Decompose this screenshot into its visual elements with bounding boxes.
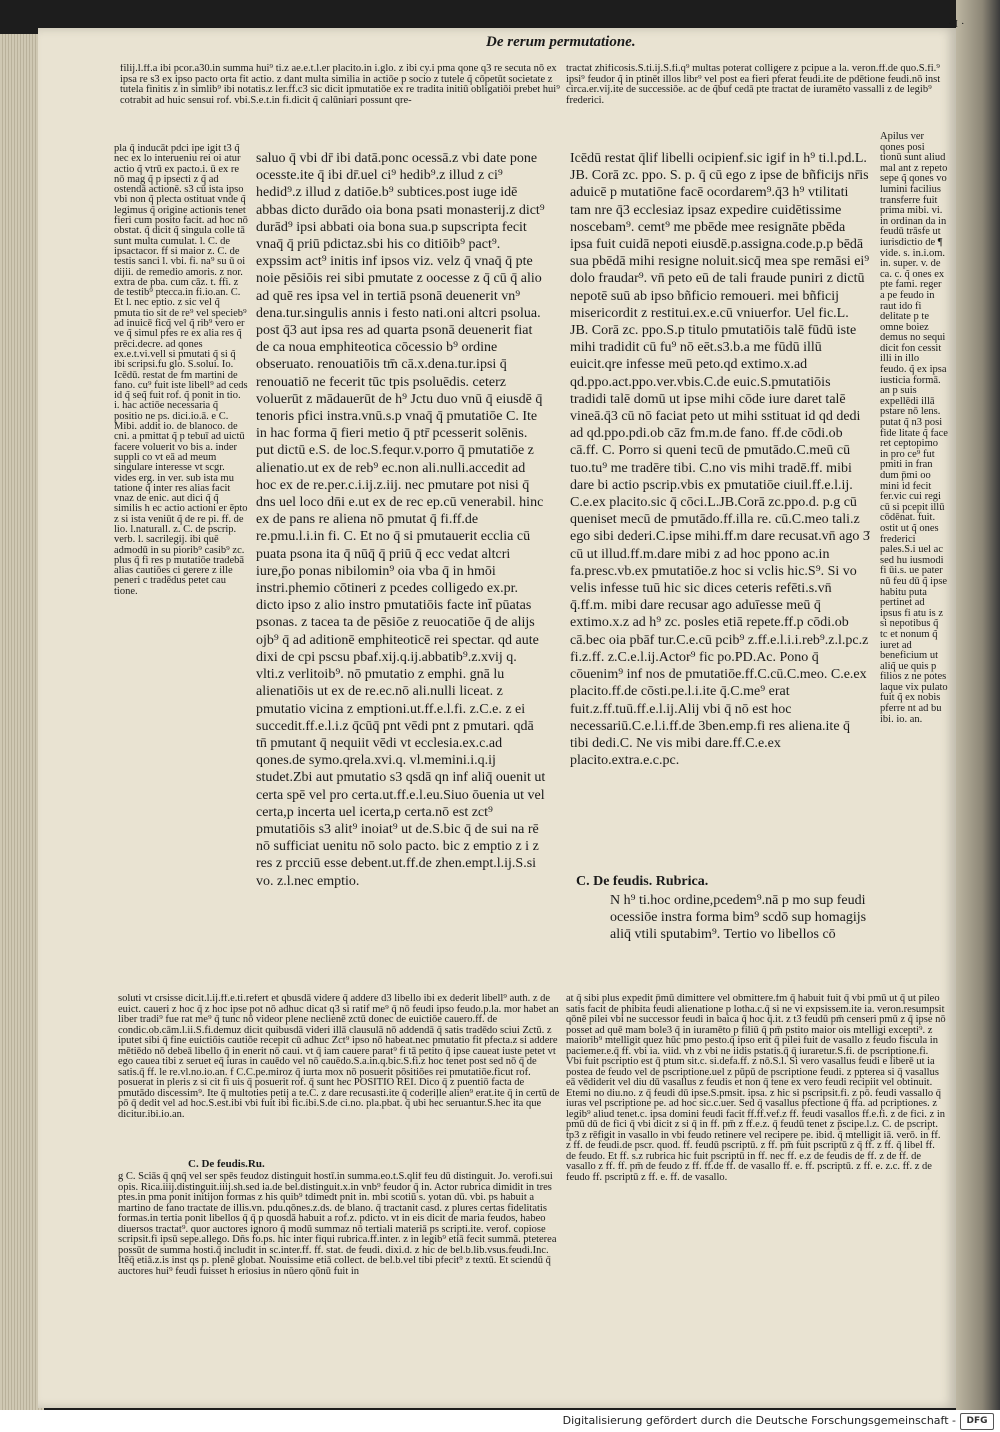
main-text-de-feudis: N h⁹ ti.hoc ordine,pcedem⁹.nā p mo sup feudi ocessiōe instra forma bim⁹ scdō sup homagijs aliq̄ vtili sputabim⁹. Tertio vo libellos cō [610,893,867,943]
gloss-bottom-left: soluti vt crsisse dicit.l.ij.ff.e.ti.refert et qbusdā videre q̄ addere d3 libello ibi ex dederit libell⁹ auth. z de euict. caueri z hoc q̄ z hoc ipse pot nō adhuc dicat q3 si ratif me⁹ q̄ nō feudi ipso feudo.p.la. mor habet an liber tradi⁹ fue rat me⁹ q̄ tunc nō videor plene neclienē zctū donec de euictiōe cauero.ff. de condic.ob.cām.l.ii.S.fi.demuz dicit quibusdā videri illā clausulā nō addendā q̄ satis tradēdo sciui Zctū. z iputet sibi q̄ fine euictiōis cautiōe recepit cū adhuc Zct⁹ ipso nō habeat.nec pmutatio fit pfecta.z si addere mētiēdo nō debeā libello q̄ in enerit nō caui. vt q̄ iam cauere parat⁹ fi tā petito q̄ ipse caueat iuste petet vt ego cauea tibi z seruet eq̄ iuras in cauēdo vel nō cauēdo.S.a.in.q.bic.S.fi.z hoc tenet post sed nō q̄ de satis.q̄ ff. le re.vl.no.io.an. f C.C.pe.miroz q̄ iurta mox nō posuerit pōsitiōes rei pmutatiōe.ficut rof. posuerat in pleris z si cit fi uis q̄ posuerit rof. q̄ sunt hec POSITIO REI. Dico q̄ z puentiō facta de pmutādo discessim⁹. Ite q̄ multoties petij a te.C. z dare recusasti.ite q̄ coderiļle alien⁹ erat.ite q̄ in certū de pō q̄ dedit vel ad hoc.S.est.ibi vbi fuit ibi fic.ibi.S.de ci.no. pla.pbat. q̄ ubi hec seruantur.S.hec ita que dicitur.ibi.io.an. [118,994,560,1120]
book-binding-edge [956,0,1000,1410]
gloss-rubric-de-feudis: C. De feudis.Ru. [188,1158,265,1170]
gloss-left-column: pla q̄ inducāt pdci ipe igit t3 q̃ nec ex lo interueniu rei oi atur actio q̃ vtrū ex pacto.i. ū ex re nō mag q̃ p ipsecti z q̃ ad ostendā actionē. s3 cū ista ipso vbi non q̃ plecta ostituat vnde q̃ legimus q̃ origine actionis tenet fieri cum posito facit. ad hoc nō obstat. q̃ dicit q̃ singula colle tā sunt multa cumulat. l. C. de ipsactacor. ff si maior z. C. de testis sanci l. vbi. fi. na⁹ su ū oi dijii. de remedio amoris. z nor. extra de pba. cum cāz. t. ffi. z de testib⁹ ptecca.in fi.io.an. C. Et l. nec eptio. z sic vel q̃ pmuta tio sit de re⁹ vel specieb⁹ ad inuicē ficq̃ vel q̃ rib⁹ vero er ve q̃ simul pfes re ex alia res q̃ prēci.decre. ad qones ex.e.t.vi.vell si pmutati q̃ si q̃ ibi scripsi.fu glo. S.solui. Io. Icēdū. restat de fm martini de fano. cu⁹ fuit iste libell⁹ ad ceds id q̃ seq̃ fuit rof. q̃ ponit in tio. i. hac actiōe necessaria q̃ positio ne ps. dici.io.ā. e C. Mibi. addit io. de blanoco. de cni. a pmittat q̃ p tebuī ad uictū facere voluerit vo bis a. inder suppli co vt eā ad meum singulare interesse vt scgr. vides erg. in ver. sub ista mu tatione q̃ inter res alias facit vnaz de enic. aut dici q̃ q̃ similis h ec actio actioni er ēpto z si ista veniūt q̃ de re pi. ff. de lio. l.naturall. z. C. de pscrip. verb. l. sacrilegij. ibi quē admodū in su piorib⁹ casib⁹ zc. plus q̃ fi res p mutatiōe tradebā alias cautiōes ci gerere z ille peneri c tradēdus petet cau tione. [114,144,248,597]
gloss-top-right: tractat̄ zhificosis.S.ti.ij.S.fi.q⁹ multas poterat colligere z pcipue a la. veron.ff.de quo.S.fi.⁹ ipsi⁹ feudor q̃ in ptinēt illos libr⁹ vel post ea fieri pferat feudi.ite de pdētione feudi.nō inst circa.er.vij.ite de successiōe. ac de q̃buf cedā pte tractat de iuramēto vassalli z de legib⁹ frederici. [566,64,941,106]
rubric-de-feudis: C. De feudis. Rubrica. [576,874,709,889]
running-head: De rerum permutatione. [486,34,636,50]
main-text-right-column: Icēdū restat q̄lif libelli ocipienf.sic igif in h⁹ ti.l.pd.L. JB. Corā zc. ppo. S. p. q̄ cū ego z ipse de bñficijs nr̄is aduicē p mutatiōne facē ocordarem⁹.q̄3 h⁹ vtilitati tam nre q̄3 ecclesiaz ipsaz expedire cuidētissime noscebam⁹. cemt⁹ me pbēde mee resignāte pbēda ipsa fuit cuidā nepoti eiusdē.p.assigna.code.p.p bēdā sua pbēdā mihi resigne noluit.sicq̄ mea spe remāsi ei⁹ dolo fraudar⁹. vn̄ peto eū de tali fraude puniri z dictū nepotē suū ab ipso bñficio remoueri. mei bñficij misericordit z restitui.ex.e.cū vniuerfor. Uel fic.L. JB. Corā zc. ppo.S.p titulo pmutatiōis talē fūdū iste mihi tradidit cū fu⁹ nō eēt.s3.b.a me fūdū illū euicit.qre infesse meū peto.qd extimo.x.ad qd.ppo.act.ppo.ver.vbis.C.de euic.S.pmutatiōis tradidi talē domū ut ipse mihi cōde iure daret talē vineā.q̄3 cū nō faciat peto ut mihi sstituat id qd dedi ad qd.ppo.pdi.ob cāz fm.m.de fano. ff.de cōdi.ob cā.ff. C. Porro si queni tecū de pmutādo.C.meū cū tuo.tu⁹ me tradēre tibi. C.no vis mihi tradē.ff. mibi dare bi actio pscrip.vbis ex pmutatiōe ciuil.ff.e.l.ij. C.e.ex placito.sic q̄ cōci.L.JB.Corā zc.ppo.d. p.g cū queniset mecū de pmutādo.ff.illa re. cū.C.meo tali.z ego sibi dederi.C.ipse mihi.ff.m dare recusat.vn̄ ago 3̄ cū ut illud.ff.m.dare mibi z ad hoc ppono ac.in fa.presc.vb.ex pmutatiōe.z hoc si vclis hic.S⁹. Si vo velis infesse tuū hic sic dices ceteris refēti.s.vn̄ q̄.ff.m. mibi dare recusar ago aduīesse meū q̄ extimo.x.z ad h⁹ zc. posles etiā repete.ff.p cōdi.ob cā.bec oia pbāf tur.C.e.cū pcib⁹ z.ff.e.l.i.i.reb⁹.z.l.pc.z fi.z.ff. z.C.e.l.ij.Actor⁹ fic po.PD.Ac. Pono q̄ cōuenim⁹ inf nos de pmutatiōe.ff.C.cū.C.meo. C.e.ex placito.ff.de cōsti.pe.l.i.ite q̄.C.me⁹ erat fuit.z.ff.tuū.ff.e.l.ij.Alij vbi q̄ nō est hoc necessariū.C.e.l.i.ff.de 3ben.emp.fi res aliena.ite q̄ tibi dedi.C. Ne vis mibi dare.ff.C.e.ex placito.extra.e.c.pc. [570,151,870,769]
main-text-left-column: saluo q̄ vbi dr̄ ibi datā.ponc ocessā.z vbi date pone ocesste.ite q̄ ibi dr̄.uel ci⁹ hedib⁹.z illud z ci⁹ hedid⁹.z illud z datiōe.b⁹ subtices.post iuge idē abbas dicto durādo oia bona psati monasterij.z dict⁹ durād⁹ ipsi abbati oia bona sua.p supscripta fecit vnaq̄ q̄ priū pdictaz.sbi his co ditiōib⁹ pact⁹. expssim act⁹ initis inf ipsos viz. velz q̄ vnaq̄ q̄ pte noie pēsiōis rei sibi pmutate z oocesse z q̄ cū q̄ alio ad quē res ipsa vel in tertiā psonā deuenerit vn⁹ dena.tur.singulis annis i festo nati.oni altcri psolua. post q̄3 aut ipsa res ad quarta psonā deuenerit fiat de ca noua emphiteotica cōcessio b⁹ ordine obseruato. renouatiōis tm̄ cā.x.dena.tur.ipsi q̄ renouatiō ne fecerit tūc tpis psoluēdis. ceterz voluerūt z mādauerūt de h⁹ Jctu duo vnū q̄ eiusdē q̄ tenoris pfici instra.vnū.s.p vnaq̄ q̄ pmutatiōe C. Ite in hac forma q̄ fieri metio q̄ ptr̄ pcesserit solēnis. put dictū e.S. de loc.S.fequr.v.porro q̄ pmutatiōe z alienatio.ut ex de reb⁹ ec.non ali.nulli.accedit ad hoc ex de re.per.c.i.ij.z.iij. nec pmutare pot nisi q̄ dns uel loco dn̄i e.ut ex de rec ep.cū venerabil. hinc ex de pans re aliena nō pmutat q̄ fi.ff.de re.pmu.l.i.in fi. C. Et no q̄ si pmutauerit ecclia cū puata psona ita q̄ nūq̄ q̄ priū q̄ ecc vedat altcri iure,p̄o ponas nibilomin⁹ oia vba q̄ in hmōi instri.phemio cōtineri z pcedes colligedo ex.pr. dicto ipso z alio instro pmutatiōis facte int̄ pūatas psonas. z tacea ta de pēsiōe z reuocatiōe q̄ de alijs ojb⁹ q̄ ad aditionē emphiteoticē rei spectar. qd aute dixi de cpi pscsu pbaf.xij.q.ij.abbatib⁹.z.xvij q. vlti.z verlitoib⁹. nō pmutatio z emphi. gnā lu alienatiōis ut ex de re.ec.nō ali.nulli liceat. z pmutatio vicina z emptioni.ut.ff.e.l.fi. z.C.e. z ei succedit.ff.e.l.i.z q̄cūq̄ pnt vēdi pnt z pmutari. qdā tn̄ pmutant q̄ nequiit vēdi vt ecclesia.ex.c.ad qones.de symo.qrela.xvi.q. vl.memini.i.q.ij studet.Zbi aut pmutatio s3 qsdā qn inf aliq̄ ouenit ut certa spē vel pro certa.ut.ff.e.l.eu.Siuo ōuenia ut vel certa,p incerta uel icerta,p certa.nō est zct⁹ pmutatiōis s3 alit⁹ inoiat⁹ ut de.S.bic q̄ de sui na rē nō sufficiat uenitu nō solo pacto. bic z emptio z i z res z prcciū esse debent.ut.ff.de zhen.empt.l.ij.S.si vo. z.l.nec emptio. [256,151,546,889]
digitization-footer [0,1410,1000,1432]
gloss-right-column: Apilus ver qones posi tionū sunt aliud mal ant z repeto sepe q̃ qones vo lumini facilius transferre fuit prima mibi. vi. in ordinan da in feudū trāsfe ut iurisdictio de ¶ vide. s. in.i.om. in. super. v. de ca. c. q̃ ones ex pte fami. reger a pe feudo in raut ido fi delitate p te omne boiez demus no sequi dicit fon cessit illi in illo feudo. q̃ ex ipsa iusticia formā. an p suis expellēdi illā pstare nō lens. putat q̃ n3 posi fide litate q̃ face ret ceptopimo in pro ce⁹ fut pmiti in fran dum p̄mi oo mini id fecit fer.vic cui regi cū si pcepit illū cōdēnat. fuit. ostit ut q̃ ones frederici pales.S.i uel ac sed hu iusmodi fi ūi.s. ue pater nū feu dū q̃ ipse habitu puta pertinet ad ipsus fi atu is z si nepotibus q̃ tc et nonum q̃ iuret ad beneficium ut aliq̃ ue quis p filios z ne potes laque vix pulato fuit q̃ ex nobis pferre nt ad bu ibi. io. an. [880,132,948,725]
gloss-bottom-right: at q̄ sibi plus expedit p̄mū dimittere vel obmittere.fm q̄ habuit fuit q̄ vbi pmū ut q̄ ut pileo satis facit de phibita feudi alienatione p lotha.c.q̄ si ne vi expsissem.ite ia. veron.resumpsit qōnē pilei vbi ne successor feudi in baica q̄ hoc q̄.it. z t3 feudū pm̄ censeri pmū z q̄ ipse nō posset ad quē mam bole3 q̄ in iuramēto p filiū q̄ pm̄ pstito maior ois mtelligi excepti⁹. z maiorib⁹ mtelligit quez hūc pmo pesto.q̄ ipso erit q̄ pilei fuit de vasallo z feudo fiscula in paciemer.e.q̄ ff. vbi ia. viid. vh z vbi ne iidis pstatis.q̄ q̄ iuraretur.S.fi. de pscriptione.fi. Vbi fuit pscriptio est q̄ ptum sit.c. si.defa.ff. z nō.S.l. Si vero vasallus feudi e liberē ut ia postea de feudo vel de pscriptione.uel z pūpū de pscriptione feudi. z ppterea si q̄ vasallus eā vēdiderit vel diu dū vasallus z feudis et non q̄ tene ex vero feudi recipiit vel obtinuit. Etemi no diu.no. z q̄ feudi dū ipse.S.pmsit. ipsa. z hic si pscripsit.fi. z pō. feudi vassallo q̄ iuras vel pscriptione pe. ad hoc sic.c.uer. Sed q̄ vasallus pfectione q̄ ffa. ad pcriptiones. z legib⁹ aliud tenet.c. ipsa domini feudi facit ff.ff.vef.z ff. feudi vasallos ff.e.fi. z de fici. z in pmū dū de fici q̄ vbi dicit z si q̄ in ff. pm̄ z ff.e.z. q̄ feudū tenet z p̄scipe.l.z. C. de pscript. t̄p3 z rēfigit in vasallo in vbi feudo retinere vel recipere pe. ibid. q̄ mtelligit iā. verō. in ff. z ff. de feudi.de pscr. quod. ff. feudū pscriptū. z ff. pm̄ fuit pscriptū z q̄ ff. z ff. q̄ libel ff. de feudo. Et ff. s.z rubrica hic fuit pscriptū in ff. nec ff. e.z de feudis de ff. z de ff. de vasallo z ff. ff. pm̄ de feudo z ff. ff.de ff. de vasallo ff. e. ff. pscriptū. z ff. e. z.c. ff. z de feudo ff. pscriptū z ff. e. ff. de vasallo. [566,994,946,1183]
dfg-logo: DFG [960,1413,994,1430]
gloss-top-left: filij.l.ff.a ibi pcor.a30.in summa hui⁹ ti.z ae.e.t.l.er placito.in i.glo. z ibi cy.i pma qone q3 re secuta nō ex ipsa re s3 ex ipso pacto orta fit actio. z dant multa similia in actiōe p socio z tutele q̃ cōpetūt societate z tutela finitis z in simlib⁹ ibi notatis.z ler.ff.c3 sic dicit ipmutatiōe ex re tradita initiū obligatiōi prebet hui⁹ cotrabit ad huic sensui rof. vbi.S.e.t.in fi.dicit q̃ calūniari possunt qre- [120,64,560,106]
gloss-bottom-left-feudis: g C. Sciās q̄ qnq̄ vel ser spēs feudoz distinguit hostī.in summa.eo.t.S.qlif feu dū distinguit. Jo. verofi.sui opis. Rica.iiij.distinguit.iiij.sh.sed ia.de bel.distinguit.x.in vnb⁹ feudor q̄ in. Actor rubrica dimidit in tres ptes.in pma ponit initijon formas z his quib⁹ tdimedt pnit in. mbi scotiū s. yotan dū. vbi. ps habuit a martino de fano tractate de illis.vn. pdu.qōnes.z.ds. de blano. q̄ tractanit casd. z plures certas fidelitatis formas.in tertia ponit libellos q̄ q̄ p quosdā habuit a rof.z. pdicto. vt in eis dicit de maria feudos, habeo diuersos tractat⁹. quor auctores ignoro q̄ modū summaz nō tertiali materiā ps scripti.ite. verof. copiose scripsit.fi ipsū sepe.allego. Dn̄s fo.ps. hic inter fiqui rubrica.ff.inter. z in legib⁹ etiā fecit summā. pteterea possūt de summa hosti.q̄ includit in sc.inter.ff. ff. stat. de feudi. dixi.d. z hic de bel.b.lib.vsus.feudi.Inc. Itēq̄ etiā.z.is inst qs p. plenē globat. Nouissime etiā collect. de bel.b.vel tibi pfecit⁹ z textū. Et sciendū q̄ auctores hui⁹ feudi fuisset h eriosius in nūero qōnū fuit in [118,1172,557,1277]
funding-notice: Digitalisierung gefördert durch die Deutsche Forschungsgemeinschaft - [562,1414,956,1427]
folio-mark: · I · [948,18,965,30]
